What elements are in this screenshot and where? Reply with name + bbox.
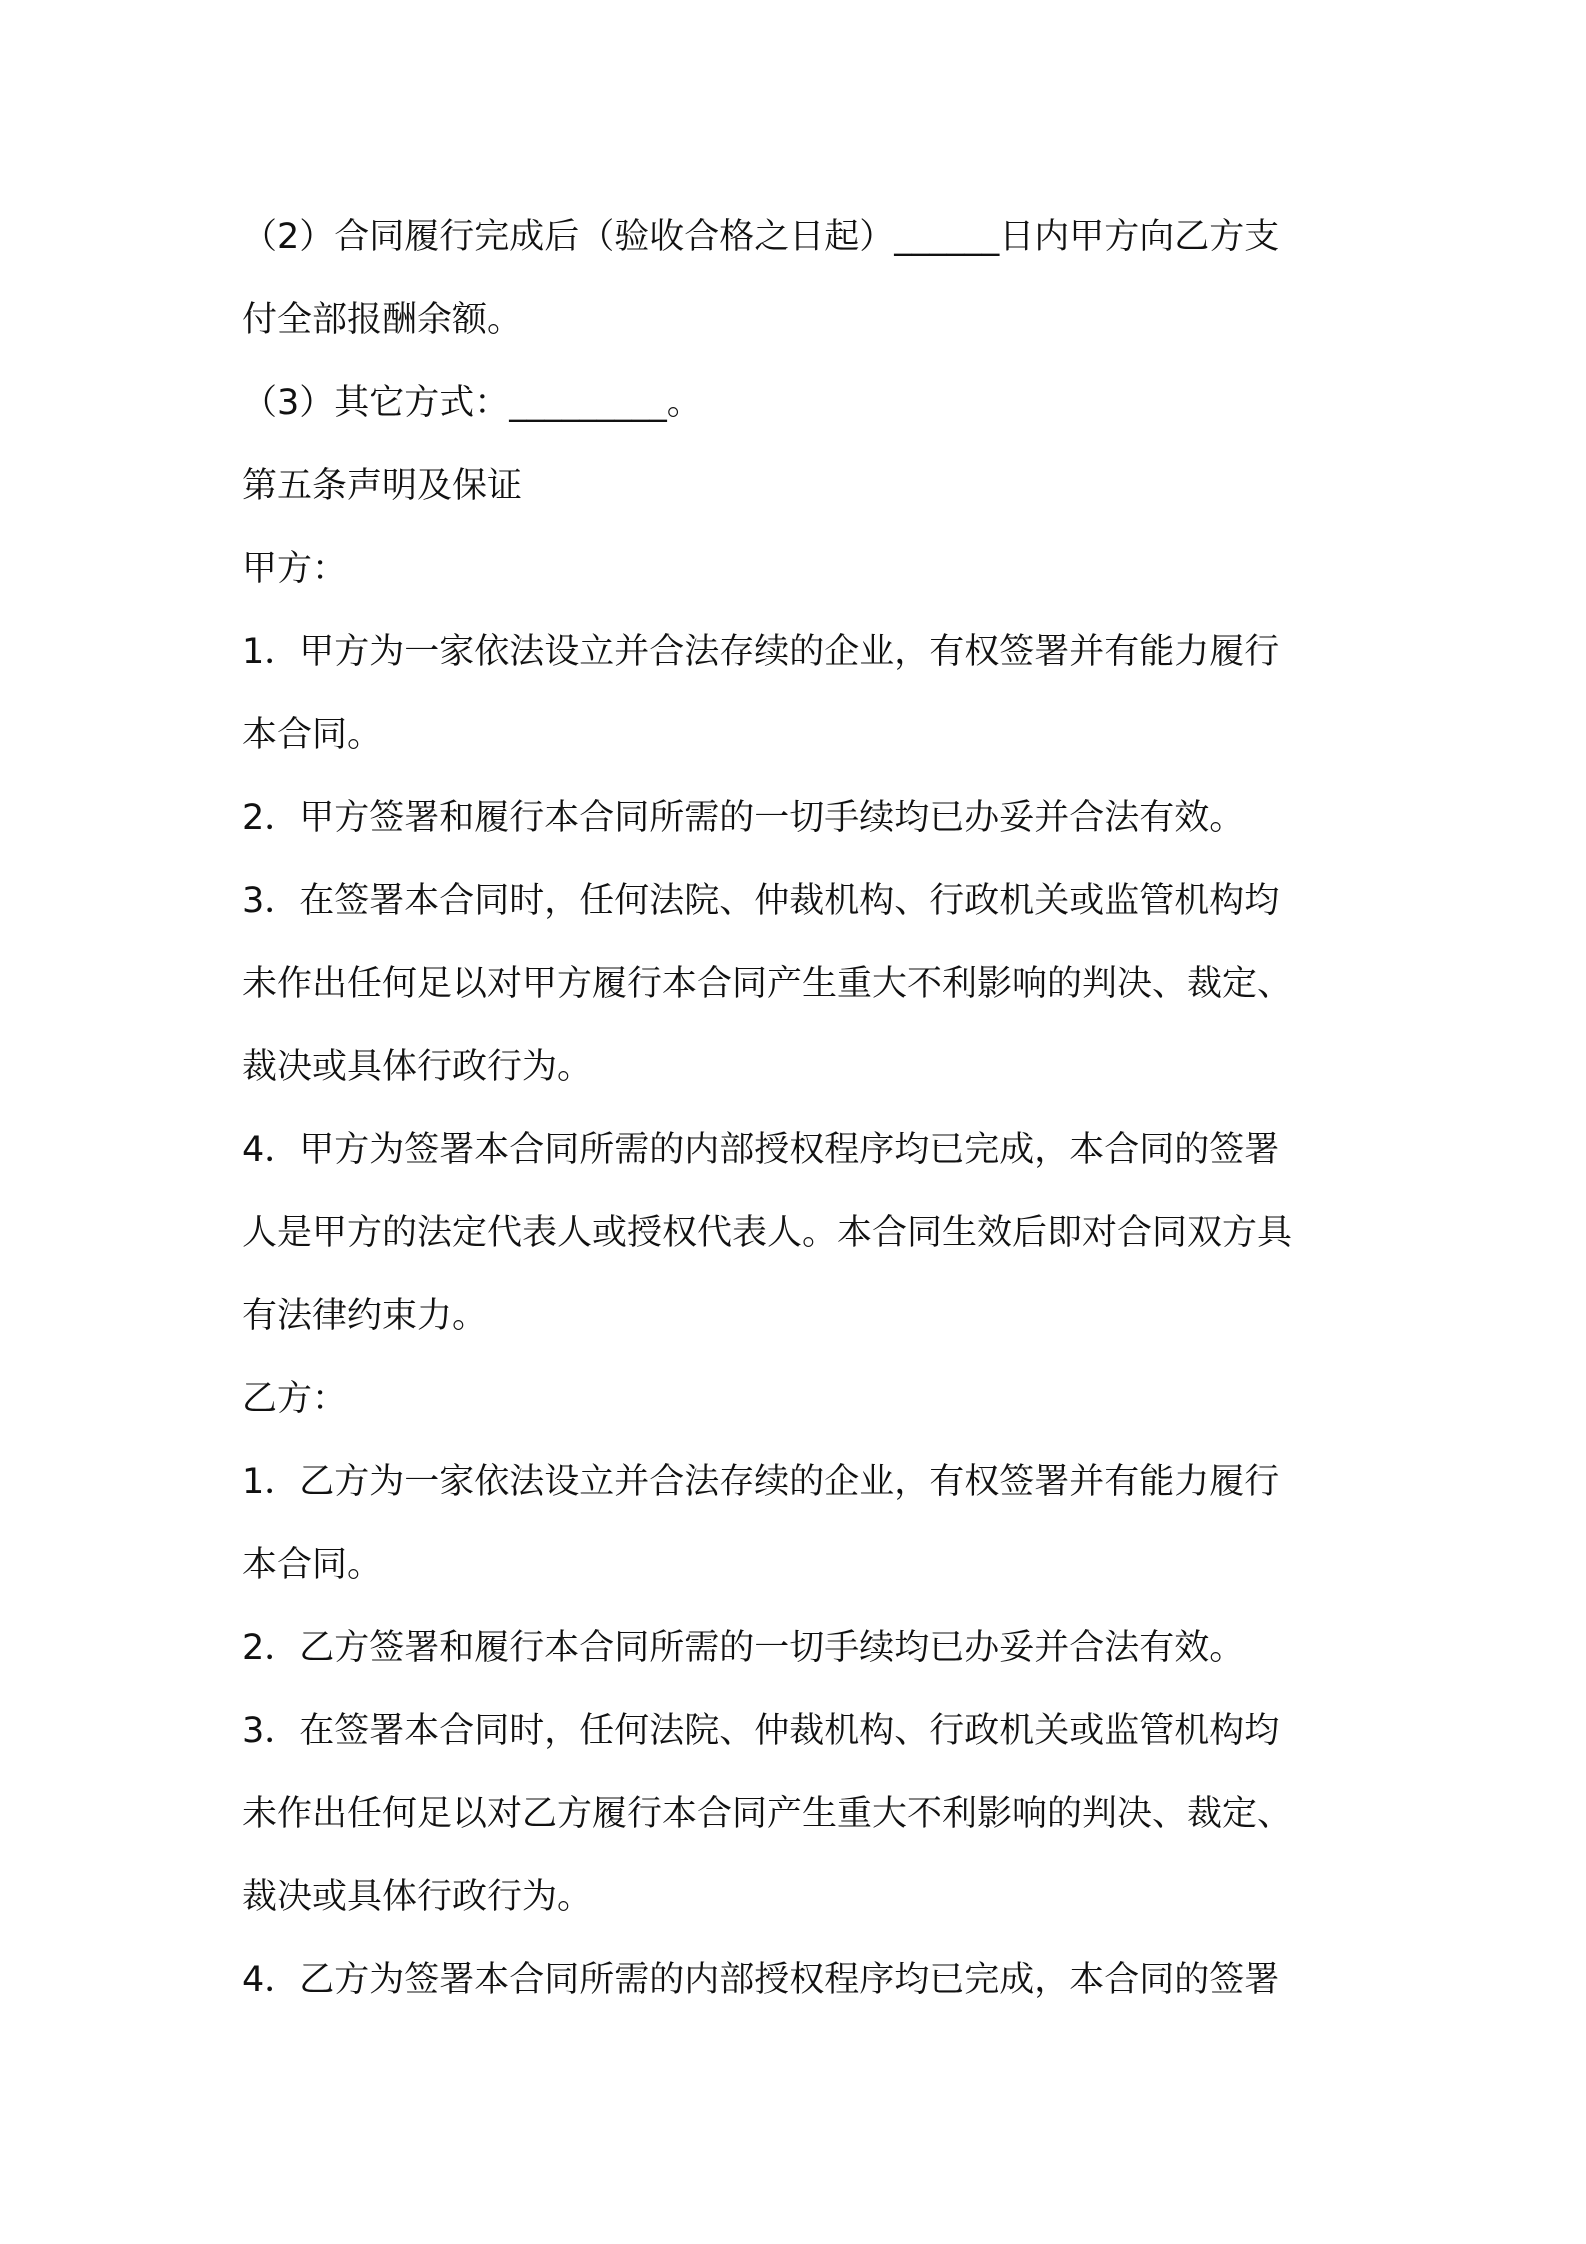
text-line: 未作出任何足以对甲方履行本合同产生重大不利影响的判决、裁定、 — [242, 964, 1293, 1004]
text-line: 1．乙方为一家依法设立并合法存续的企业，有权签署并有能力履行 — [242, 1462, 1280, 1502]
text-line: 未作出任何足以对乙方履行本合同产生重大不利影响的判决、裁定、 — [242, 1794, 1293, 1834]
text-line: 4．乙方为签署本合同所需的内部授权程序均已完成，本合同的签署 — [242, 1960, 1280, 2000]
text-line: 裁决或具体行政行为。 — [242, 1047, 593, 1087]
text-line: 2．乙方签署和履行本合同所需的一切手续均已办妥并合法有效。 — [242, 1628, 1245, 1668]
text-line: （3）其它方式：_________。 — [242, 383, 702, 423]
document-body — [242, 196, 1352, 2022]
text-line: 3．在签署本合同时，任何法院、仲裁机构、行政机关或监管机构均 — [242, 881, 1280, 921]
text-line: 1．甲方为一家依法设立并合法存续的企业，有权签署并有能力履行 — [242, 632, 1280, 672]
text-line: 人是甲方的法定代表人或授权代表人。本合同生效后即对合同双方具 — [242, 1213, 1293, 1253]
party-heading: 甲方： — [242, 549, 348, 589]
party-heading: 乙方： — [242, 1379, 348, 1419]
text-line: （2）合同履行完成后（验收合格之日起）______日内甲方向乙方支 — [242, 217, 1280, 257]
text-line: 4．甲方为签署本合同所需的内部授权程序均已完成，本合同的签署 — [242, 1130, 1280, 1170]
text-line: 本合同。 — [242, 715, 383, 755]
text-line: 裁决或具体行政行为。 — [242, 1877, 593, 1917]
text-line: 2．甲方签署和履行本合同所需的一切手续均已办妥并合法有效。 — [242, 798, 1245, 838]
text-line: 3．在签署本合同时，任何法院、仲裁机构、行政机关或监管机构均 — [242, 1711, 1280, 1751]
section-heading: 第五条声明及保证 — [242, 466, 523, 506]
text-line: 本合同。 — [242, 1545, 383, 1585]
text-line: 有法律约束力。 — [242, 1296, 488, 1336]
text-line: 付全部报酬余额。 — [242, 300, 523, 340]
